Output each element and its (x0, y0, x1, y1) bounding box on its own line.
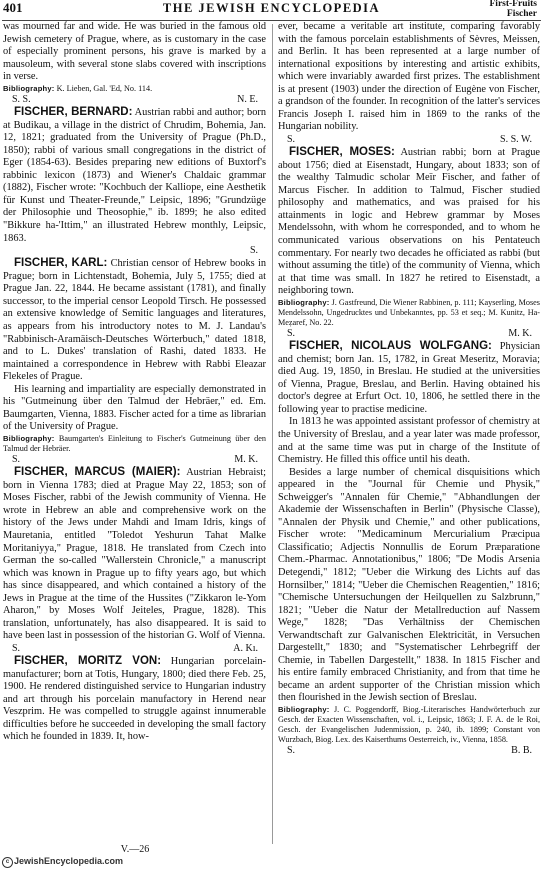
entry-fischer-karl: FISCHER, KARL: Christian censor of Hebrew books in Prague; born in Lichtenstadt, Bohemia, July 5, 1755; died at Prague Jan. 22, 1844. He became assistant (1781), and finally successor, to the imperial censor Leopold Tirsch. He possessed an extensive knowledge of Semitic languages and literatures, as appears from his introductory notes to M. J. Landau's "Rabbinisch-Aramäisch-Deutsches Wörterbuch," dated 1818, and to L. Dukes' translation of Rashi, dated 1833. He maintained a correspondence in Hebrew with Rabbi Eleazar Flekeles of Prague. (3, 257, 266, 383)
continued-paragraph: was mourned far and wide. He was buried in the famous old Jewish cemetery of Prague, where, as is customary in the case of especially prominent persons, his grave is marked by a mausoleum, with several stone slabs covered with inscriptions in verse. (3, 21, 266, 83)
entry-headword: FISCHER, NICOLAUS WOLFGANG: (289, 340, 492, 353)
signature: S. S. N. E. (12, 93, 258, 105)
copyright-notice[interactable]: c JewishEncyclopedia.com (2, 856, 123, 868)
left-column (3, 21, 266, 744)
running-head (490, 0, 538, 19)
signature: S. M. K. (287, 327, 532, 339)
entry-fischer-bernard: FISCHER, BERNARD: Austrian rabbi and author; born at Budikau, a village in the district of Chrudim, Bohemia, Jan. 12, 1821; graduated from the University of Prague (Ph.D., 1850); rabbi of various small congregations in the district of Eger (1854-63). Besides preparing new editions of Buxtorf's rabbinic lexicon (1873) and Wiener's Chaldaic grammar (1882), Fischer wrote: "Kochbuch der Kalliope, eine Aesthetik für Kunst und Theater-Freunde," Leipsic, 1896; "Grundzüge der Philosophie und Theosophie," ib. 1899; he also edited "Bikkure ha-'Ittim," an illustrated Hebrew monthly, Leipsic, 1863. (3, 106, 266, 244)
bibliography: Bibliography: Baumgarten's Einleitung to Fischer's Gutmeinung über den Talmud der Hebräer. (3, 433, 266, 453)
paragraph: Besides a large number of chemical disquisitions which appeared in the "Journal für Chemie und Physik," Schweigger's "Annalen für Chemie," "Abhandlungen der Akademie der Wissenschaften in Berlin" (Physische Classe), "Annalen der Physik und Chemie," and other publications, Fischer wrote: "Medicaminum Mercurialium Præcipua Classificatio; Adjectis Nonnullis de Eorum Præparatione Chem.-Pharmac. Annotationibus," 1806; "De Modis Arsenia Detegendi," 1812; "Ueber die Wirkung des Lichts auf das Hornsilber," 1814; "Ueber die Chemischen Reagentien," 1816; "Chemische Untersuchungen der Heilquellen zu Salzbrunn," 1821; "Ueber die Natur der Metallreduction auf Nassem Wege," 1828; "Das Verhältniss der Chemischen Verwandtschaft zur Galvanischen Elektricität, in Versuchen Dargestellt," 1830; and "Systematischer Lehrbegriff der Chemie, in Tabellen Dargestellt," 1838. In 1815 Fischer and his entire family embraced Christianity, and from that time he became an ardent supporter of the Christian mission which then flourished in the Jewish section of Breslau. (278, 466, 540, 704)
entry-headword: FISCHER, BERNARD: (14, 106, 133, 119)
page-header (0, 0, 543, 22)
signature: S. B. B. (287, 745, 532, 757)
running-head-first: First-Fruits (489, 0, 537, 9)
entry-fischer-moritz-von: FISCHER, MORITZ VON: Hungarian porcelain-manufacturer; born at Totis, Hungary, 1800; died there Feb. 25, 1900. He rendered distinguished service to Hungarian industry and art through his porcelain manufactory in Herend near Veszprim. He was compelled to struggle against innumerable difficulties before he succeeded in developing the small factory which he founded in 1839. It, how- (3, 655, 266, 743)
right-column (278, 21, 540, 758)
entry-headword: FISCHER, MARCUS (MAIER): (14, 466, 181, 479)
signature-mark: V.—26 (120, 844, 150, 855)
bibliography: Bibliography: J. C. Poggendorff, Biog.-Literarisches Handwörterbuch zur Gesch. der Exacten Wissenschaften, vol. i., Leipsic, 1863; J. F. A. de le Roi, Gesch. der Evangelischen Judenmission, p. 240, ib. 1899; Constant von Wurzbach, Biog. Lex. des Kaiserthums Oesterreich, iv., Vienna, 1858. (278, 705, 540, 745)
entry-headword: FISCHER, MOSES: (289, 146, 395, 159)
paragraph: In 1813 he was appointed assistant professor of chemistry at the University of Breslau, and a year later was made professor, and at the same time was put in charge of the Institute of Chemistry. He filled this office until his death. (278, 416, 540, 466)
signature: S. A. Kı. (12, 642, 258, 654)
entry-headword: FISCHER, MORITZ VON: (14, 655, 162, 668)
entry-fischer-marcus: FISCHER, MARCUS (MAIER): Austrian Hebraist; born in Vienna 1783; died at Prague May 22, 1853; son of Moses Fischer, rabbi of the Jewish community of Vienna. He wrote in Hebrew an able and comprehensive work on the history of the Jews under Mahdi and Imam Idris, kings of Mauretania, entitled "Toledot Yeshurun Tahat Malke Moritaniyya," Prague, 1818. He translated from Czech into German the so-called "Wallerstein Chronicle," a manuscript which was known in Prague up to fifty years ago, but which has since disappeared, and which contained a history of the Jews in Prague at the time of the Hussites ("Zikkaron le-Yom Aharon," by Moses Wolf Jeiteles, Prague, 1828). This translation, unfortunately, has also disappeared. It is said to have been last in possession of the historian G. Wolf of Vienna. (3, 466, 267, 642)
signature: S. (249, 245, 258, 257)
running-head-last: Fischer (506, 8, 537, 19)
signature: S. S. S. W. (287, 133, 532, 145)
entry-fischer-moses: FISCHER, MOSES: Austrian rabbi; born at Prague about 1756; died at Eisenstadt, Hungary, about 1833; son of the wealthy Talmudic scholar Meïr Fischer, and father of Marcus Fischer. In addition to Talmud, Fischer studied philosophy and mathematics, and was praised for his attainments in logic and Hebrew grammar by Moses Mendelssohn, with whom he corresponded, and to whom he communicated various observations on his Pentateuch commentary. For nearly two decades he officiated as rabbi (but without assuming the title) of the community of Vienna, which at that time was small. In 1827 he retired to Eisenstadt, a neighboring town. (278, 146, 541, 297)
signature: S. M. K. (12, 454, 258, 466)
entry-headword: FISCHER, KARL: (14, 257, 108, 270)
bibliography: Bibliography: K. Lieben, Gal. 'Ed, No. 114. (3, 83, 153, 93)
paragraph: His learning and impartiality are especially demonstrated in his "Gutmeinung über den Talmud der Hebräer," ed. Em. Baumgarten, Vienna, 1883. Fischer acted for a time as librarian of the University of Prague. (3, 383, 266, 433)
entry-fischer-nicolaus-wolfgang: FISCHER, NICOLAUS WOLFGANG: Physician and chemist; born Jan. 15, 1782, in Great Meseritz, Moravia; died Aug. 19, 1850, in Breslau. He studied at the universities of Vienna, Prague, Breslau, and Berlin. Having obtained his doctor's degree at Erfurt Oct. 10, 1806, he settled there in the following year to practise medicine. (278, 340, 541, 415)
continued-paragraph: ever, became a veritable art institute, comparing favorably with the famous porcelain establishments of Sèvres, Meissen, and Berlin. It has been represented at a large number of international expositions by interesting and artistic exhibits, which were invariably awarded first prizes. The establishment is at present (1903) under the direction of Eugène von Fischer, a grandson of the founder. In recognition of the latter's services Francis Joseph I. raised him in 1869 to the ranks of the Hungarian nobility. (278, 21, 540, 133)
page-title: THE JEWISH ENCYCLOPEDIA (162, 1, 381, 15)
copyright-icon: c (2, 857, 13, 868)
page-number: 401 (3, 0, 23, 15)
column-divider (272, 24, 273, 844)
bibliography: Bibliography: J. Gastfreund, Die Wiener Rabbinen, p. 111; Kayserling, Moses Mendelssohn, Ungedrucktes und Unbekanntes, pp. 53 et seq.; M. Kunitz, Ha-Meẓaref, No. 22. (278, 297, 540, 327)
